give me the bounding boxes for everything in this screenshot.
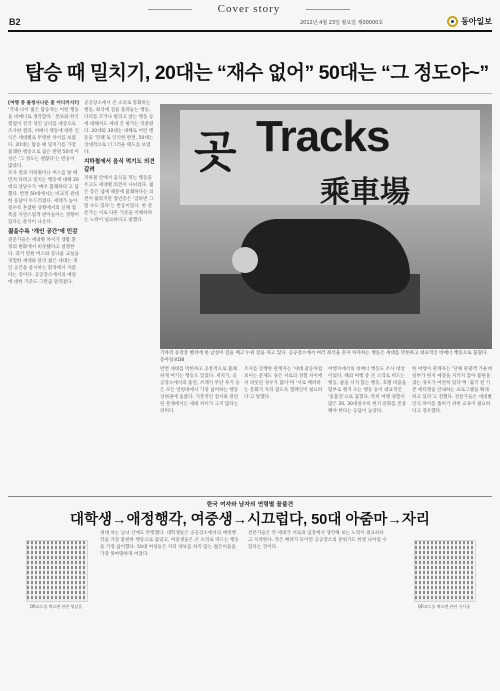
qr-right-caption: QR코드를 찍으면 관련 기사를 <box>417 604 471 609</box>
sidebar-column-2 <box>248 530 388 680</box>
column-1-lead: ‘국내 나이 젊은 탑승자는 어떤 행동을 비매너로 생각할까.’ 본보와 한국갤럽이 전국 성인 남녀를 대상으로 조사한 결과, 비매너 행동에 대한 인식은 세대별로 뚜렷한 차이를 보였다. 20대는 탑승 때 밀치기를 가장 불쾌한 행동으로 꼽은 반면 50대 이상은 ‘그 정도는 괜찮다’는 반응이 많았다. <box>8 108 79 169</box>
column-2-body: 공공장소에서 큰 소리로 통화하는 행동, 좌석에 짐을 올려놓는 행동, 다리를 꼬거나 벌리고 앉는 행동 등에 대해서도 세대 간 평가는 엇갈렸다. 20대와 30대는 대체로 이런 행동을 ‘민폐’로 인식한 반면, 50대는 상대적으로 너그러운 태도를 보였다. <box>84 101 154 155</box>
sidebar-title: 대학생→애정행각, 여중생→시끄럽다, 50대 아줌마→자리 <box>70 512 430 528</box>
column-4 <box>244 366 324 490</box>
newspaper-logo-text: 동아일보 <box>461 17 492 26</box>
column-1-subhead: 젊을수록 ‘개인 공간’에 민감 <box>8 229 78 235</box>
qr-code-right[interactable] <box>414 540 476 602</box>
column-2 <box>84 100 156 490</box>
column-2-subhead: 지하철에서 음식 먹기도 의견 갈려 <box>84 159 155 173</box>
newspaper-logo-icon <box>447 16 458 27</box>
masthead <box>447 16 492 27</box>
column-4-body-2: 한 여행사 관계자는 ‘단체 관광객 가운데 일부가 현지 예절을 지키지 않아 불편을 겪는 경우가 여전히 있다’며 ‘출국 전 기본 에티켓을 안내하는 프로그램을 확대하고 있다’고 전했다. 전문가들은 세대별 인식 차이를 좁히기 위한 교육이 필요하다고 강조했다. <box>412 367 492 414</box>
page-number: B2 <box>9 17 21 27</box>
column-3 <box>160 366 240 490</box>
header-rule-right <box>306 9 350 10</box>
qr-left-caption: QR코드를 찍으면 관련 영상을 <box>29 604 83 609</box>
column-1-body-2: 전문가들은 세대별 차이가 생활 환경의 변화에서 비롯됐다고 설명한다. 과거 만원 버스와 콩나물 교실을 경험한 세대와 달리 젊은 세대는 개인 공간을 중시하는 환경에서 자랐다는 것이다. 공공장소에서의 예절에 대한 기준도 그만큼 달라졌다. <box>8 238 79 285</box>
sleeping-man <box>240 219 410 294</box>
header-rule-left <box>148 9 192 10</box>
column-6 <box>412 366 492 490</box>
station-sign-chinese: 乘車場 <box>320 176 410 209</box>
headline: 탑승 때 밀치기, 20대는 “재수 없어” 50대는 “그 정도야~” <box>25 62 489 84</box>
news-photo <box>160 104 492 349</box>
sidebar-subtitle: 한국 여자와 남자의 연령별 꼴불견 <box>206 502 294 508</box>
column-2-body-2: 지하철 안에서 음식을 먹는 행동을 두고도 세대별 의견이 나뉘었다. 젊은 층은 냄새 때문에 불쾌하다는 의견이 많았지만 장년층은 ‘급하면 그럴 수도 있다’는 반응이었다. 한 전문가는 서로 다른 기준을 이해하려는 노력이 필요하다고 말했다. <box>84 176 154 223</box>
column-1-body-1: 조사 결과 지하철이나 버스를 탈 때 먼저 타려고 밀치는 행동에 대해 20대의 상당수가 ‘매우 불쾌하다’고 답했다. 반면 50대에서는 비교적 관대한 응답이 두드러졌다. 세대가 높아질수록 혼잡한 상황에서의 신체 접촉을 자연스럽게 받아들이는 경향이 있다는 분석이 나온다. <box>8 171 79 225</box>
sidebar-body-2: 전문가들은 각 세대가 서로의 입장에서 생각해 보는 노력이 필요하다고 지적한다. 작은 배려가 모이면 공공장소의 분위기도 한결 나아질 수 있다는 것이다. <box>248 531 387 550</box>
byline: [여행 중 볼썽사나운 꼴 어디까지?] <box>8 101 79 106</box>
column-3-body-2: 조사를 진행한 관계자는 ‘세대 갈등처럼 보이는 문제도 실은 서로의 경험 차이에서 비롯된 경우가 많다’며 ‘서로 배려하는 문화가 자리 잡도록 캠페인이 필요하다’고 말했다. <box>244 367 323 400</box>
station-sign-english: Tracks <box>256 112 390 161</box>
column-5 <box>328 366 408 490</box>
column-1 <box>8 100 80 490</box>
top-rule <box>8 30 492 32</box>
headline-rule <box>8 93 492 94</box>
sidebar-column-1 <box>100 530 240 680</box>
sleeping-man-head <box>232 247 258 273</box>
section-label: Cover story <box>217 3 281 15</box>
column-4-body: 여행지에서의 비매너 행동도 조사 대상이었다. 해외 여행 중 큰 소리로 떠드는 행동, 줄을 서지 않는 행동, 호텔 비품을 함부로 챙겨 오는 행동 등이 대표적인 ‘꼴불견’으로 꼽혔다. 특히 여행 경험이 많은 20, 30대일수록 현지 문화를 존중해야 한다는 응답이 높았다. <box>328 367 407 414</box>
photo-caption: 기차역 승강장 벤치에 한 남성이 짐을 베고 누워 잠을 자고 있다. 공공장소에서 여러 좌석을 혼자 차지하는 행동은 세대를 막론하고 대표적인 비매너 행동으로 꼽혔다. 동아일보DB <box>160 351 488 363</box>
column-3-body: 반면 세대를 막론하고 공통적으로 불쾌하게 여기는 행동도 있었다. 새치기, 공공장소에서의 흡연, 쓰레기 무단 투기 등은 모든 연령대에서 가장 싫어하는 행동 상위권에 올랐다. 기본적인 질서와 관련된 문제에서는 세대 차이가 크지 않다는 의미다. <box>160 367 240 414</box>
station-sign-korean: 곳 <box>194 128 237 177</box>
sidebar-body-1: 세대 차는 남녀 간에도 뚜렷했다. 대학생들은 공공장소에서의 애정행각을 가장 불편한 행동으로 꼽았고, 여중생들은 큰 소리로 떠드는 행동을 가장 싫어했다. 50대 여성들은 자리 양보를 하지 않는 젊은이들을 가장 못마땅하게 여겼다. <box>100 531 239 557</box>
qr-code-left[interactable] <box>26 540 88 602</box>
dateline: 2012년 4월 23일 월요일 제00000호 <box>300 20 384 26</box>
